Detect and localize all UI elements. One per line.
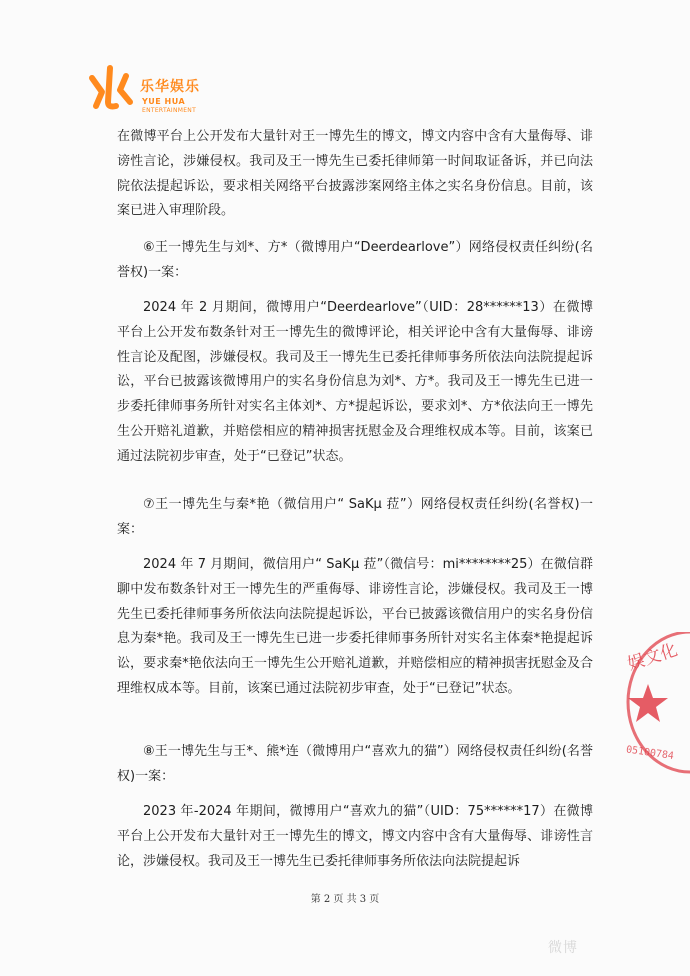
paragraph-case6: 2024 年 2 月期间，微博用户“Deerdearlove”（UID：28******13）在微博平台上公开发布数条针对王一博先生的微博评论，相关评论中含有大量侮辱、诽谤性言论及配图，涉嫌侵权。我司及王一博先生已委托律师事务所依法向法院提起诉讼，平台已披露该微博用户的实名身份信息为刘*、方*。我司及王一博先生已进一步委托律师事务所针对实名主体刘*、方*提起诉讼，要求刘*、方*依法向王一博先生公开赔礼道歉，并赔偿相应的精神损害抚慰金及合理维权成本等。目前，该案已通过法院初步审查，处于“已登记”状态。: [117, 300, 593, 464]
case-heading-6: ⑥王一博先生与刘*、方*（微博用户“Deerdearlove”）网络侵权责任纠纷(名誉权)一案：: [117, 240, 593, 280]
weibo-watermark: 微博: [548, 940, 578, 956]
svg-text:娱文化: 娱文化: [625, 640, 680, 675]
yuehua-logo-icon: [86, 62, 136, 114]
case-heading-8: ⑧王一博先生与王*、熊*连（微博用户“喜欢九的猫”）网络侵权责任纠纷(名誉权)一案：: [117, 744, 593, 784]
svg-text:05100784: 05100784: [625, 744, 675, 763]
paragraph-case5-continued: 在微博平台上公开发布大量针对王一博先生的博文，博文内容中含有大量侮辱、诽谤性言论，涉嫌侵权。我司及王一博先生已委托律师第一时间取证备诉，并已向法院依法提起诉讼，要求相关网络平台披露涉案网络主体之实名身份信息。目前，该案已进入审理阶段。: [117, 129, 593, 219]
page-number: 第 2 页 共 3 页: [310, 894, 380, 905]
case-heading-7: ⑦王一博先生与秦*艳（微信用户“ SaKμ 菈”）网络侵权责任纠纷(名誉权)一案：: [117, 497, 593, 537]
company-name-en: YUE HUA: [142, 97, 186, 106]
paragraph-case7: 2024 年 7 月期间，微信用户“ SaKμ 菈”（微信号：mi********25）在微信群聊中发布数条针对王一博先生的严重侮辱、诽谤性言论，涉嫌侵权。我司及王一博先生已委托律师事务所依法向法院提起诉讼，平台已披露该微信用户的实名身份信息为秦*艳。我司及王一博先生已进一步委托律师事务所针对实名主体秦*艳提起诉讼，要求秦*艳依法向王一博先生公开赔礼道歉，并赔偿相应的精神损害抚慰金及合理维权成本等。目前，该案已通过法院初步审查，处于“已登记”状态。: [117, 557, 593, 696]
company-seal-stamp: [612, 632, 690, 782]
company-name-en-sub: ENTERTAINMENT: [142, 107, 197, 114]
company-logo: [86, 62, 246, 120]
company-name-cn: 乐华娱乐: [140, 79, 200, 95]
paragraph-case8: 2023 年-2024 年期间，微博用户“喜欢九的猫”（UID：75******17）在微博平台上公开发布大量针对王一博先生的博文，博文内容中含有大量侮辱、诽谤性言论，涉嫌侵权。我司及王一博先生已委托律师事务所依法向法院提起诉: [117, 804, 593, 869]
